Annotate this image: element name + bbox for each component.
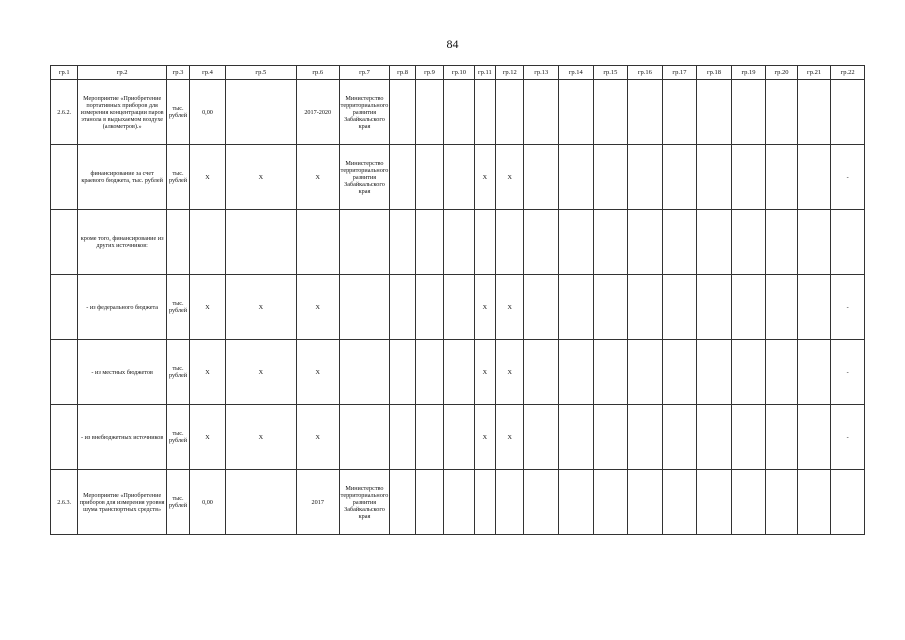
header-cell: гр.19 <box>731 66 766 80</box>
table-row <box>51 210 865 275</box>
table-cell <box>628 80 663 145</box>
table-cell <box>697 80 732 145</box>
table-cell <box>496 80 524 145</box>
table-cell <box>766 405 798 470</box>
header-cell: гр.14 <box>559 66 594 80</box>
table-cell <box>296 210 339 275</box>
header-cell: гр.8 <box>390 66 415 80</box>
header-cell: гр.9 <box>415 66 443 80</box>
table-cell <box>662 210 697 275</box>
table-cell <box>339 210 390 275</box>
header-cell: гр.10 <box>444 66 474 80</box>
table-cell <box>415 405 443 470</box>
table-cell <box>225 80 296 145</box>
table-cell <box>524 275 559 340</box>
table-cell <box>766 145 798 210</box>
table-cell <box>390 210 415 275</box>
header-row <box>51 66 865 80</box>
table-cell <box>662 80 697 145</box>
table-cell <box>662 340 697 405</box>
table-cell: тыс. рублей <box>166 470 189 535</box>
table-row <box>51 470 865 535</box>
header-cell: гр.20 <box>766 66 798 80</box>
table-cell <box>662 470 697 535</box>
table-cell <box>697 145 732 210</box>
table-row <box>51 340 865 405</box>
table-cell: - из местных бюджетов <box>78 340 166 405</box>
table-cell: X <box>225 145 296 210</box>
table-cell <box>415 145 443 210</box>
header-cell: гр.11 <box>474 66 495 80</box>
table-cell <box>628 275 663 340</box>
table-cell <box>339 340 390 405</box>
table-cell <box>390 470 415 535</box>
table-cell <box>628 470 663 535</box>
table-cell <box>524 210 559 275</box>
table-cell: Министерство территориального развития Забайкальского края <box>339 145 390 210</box>
table-cell <box>524 340 559 405</box>
table-cell <box>697 340 732 405</box>
table-cell <box>766 340 798 405</box>
table-cell <box>444 80 474 145</box>
header-cell: гр.13 <box>524 66 559 80</box>
table-cell <box>628 145 663 210</box>
table-cell: тыс. рублей <box>166 80 189 145</box>
table-cell: - из внебюджетных источников <box>78 405 166 470</box>
table-cell: финансирование за счет краевого бюджета, тыс. рублей <box>78 145 166 210</box>
table-cell <box>766 470 798 535</box>
table-cell <box>415 80 443 145</box>
table-cell <box>797 405 831 470</box>
table-cell <box>628 340 663 405</box>
table-cell: X <box>190 145 226 210</box>
table-cell <box>415 275 443 340</box>
table-cell <box>444 210 474 275</box>
table-cell: X <box>225 405 296 470</box>
table-cell: X <box>496 340 524 405</box>
table-cell <box>559 145 594 210</box>
table-cell <box>559 80 594 145</box>
table-cell: X <box>225 275 296 340</box>
table-cell: - <box>831 275 865 340</box>
header-cell: гр.7 <box>339 66 390 80</box>
table-cell <box>797 210 831 275</box>
table-row <box>51 275 865 340</box>
table-cell <box>697 210 732 275</box>
table-cell <box>474 470 495 535</box>
table-cell: X <box>474 145 495 210</box>
table-cell <box>444 470 474 535</box>
table-cell <box>51 340 78 405</box>
table-cell: тыс. рублей <box>166 145 189 210</box>
table-cell: X <box>474 275 495 340</box>
header-cell: гр.18 <box>697 66 732 80</box>
table-row <box>51 145 865 210</box>
table-cell: X <box>296 145 339 210</box>
table-cell <box>415 210 443 275</box>
table-cell <box>697 405 732 470</box>
table-cell <box>593 470 628 535</box>
table-cell <box>496 210 524 275</box>
table-cell: X <box>190 405 226 470</box>
table-row <box>51 405 865 470</box>
table-cell: X <box>190 275 226 340</box>
table-cell <box>444 405 474 470</box>
table-cell: X <box>296 340 339 405</box>
table-cell <box>731 80 766 145</box>
table-cell <box>190 210 226 275</box>
table-cell <box>559 405 594 470</box>
table-cell <box>496 470 524 535</box>
table-cell: 2.6.3. <box>51 470 78 535</box>
table-cell <box>166 210 189 275</box>
table-cell <box>797 470 831 535</box>
table-cell: Мероприятие «Приобретение портативных приборов для измерения концентрации паров этанола в выдыхаемом воздухе (алкометров).» <box>78 80 166 145</box>
table-cell: - <box>831 145 865 210</box>
table-cell: - <box>831 340 865 405</box>
table-cell <box>415 340 443 405</box>
table-cell <box>628 405 663 470</box>
table-cell <box>390 80 415 145</box>
table-cell <box>766 210 798 275</box>
table-cell: кроме того, финансирование из других источников: <box>78 210 166 275</box>
table-cell: X <box>225 340 296 405</box>
table-cell <box>51 145 78 210</box>
table-cell <box>731 275 766 340</box>
table-cell <box>390 340 415 405</box>
header-cell: гр.22 <box>831 66 865 80</box>
table-cell: - <box>831 405 865 470</box>
table-cell <box>731 210 766 275</box>
table-cell <box>559 275 594 340</box>
table-cell: 0,00 <box>190 470 226 535</box>
table-cell <box>390 405 415 470</box>
table-cell <box>593 405 628 470</box>
table-cell <box>444 275 474 340</box>
header-cell: гр.2 <box>78 66 166 80</box>
table-cell <box>797 80 831 145</box>
table-cell <box>593 340 628 405</box>
table-cell <box>662 145 697 210</box>
table-cell <box>390 275 415 340</box>
table-cell <box>225 210 296 275</box>
table-cell <box>731 145 766 210</box>
table-cell <box>444 340 474 405</box>
header-cell: гр.5 <box>225 66 296 80</box>
table-cell <box>766 275 798 340</box>
header-cell: гр.15 <box>593 66 628 80</box>
table-cell: X <box>474 340 495 405</box>
table-cell <box>593 210 628 275</box>
table-cell: Мероприятие «Приобретение приборов для измерения уровня шума транспортных средств» <box>78 470 166 535</box>
table-cell: 2.6.2. <box>51 80 78 145</box>
table-cell: 2017 <box>296 470 339 535</box>
table-cell: X <box>496 405 524 470</box>
table-cell <box>51 275 78 340</box>
table-cell: тыс. рублей <box>166 340 189 405</box>
table-cell: X <box>296 405 339 470</box>
table-row <box>51 80 865 145</box>
page-number: 84 <box>446 37 459 51</box>
table-cell <box>415 470 443 535</box>
table-cell <box>662 405 697 470</box>
table-cell <box>444 145 474 210</box>
header-cell: гр.16 <box>628 66 663 80</box>
table-cell <box>662 275 697 340</box>
financing-table <box>50 65 865 535</box>
table-cell: 0,00 <box>190 80 226 145</box>
table-cell <box>559 340 594 405</box>
table-cell: X <box>474 405 495 470</box>
table-cell <box>831 210 865 275</box>
table-cell: X <box>190 340 226 405</box>
table-cell: 2017-2020 <box>296 80 339 145</box>
table-cell <box>797 275 831 340</box>
table-cell <box>593 145 628 210</box>
table-cell <box>524 405 559 470</box>
table-cell: Министерство территориального развития Забайкальского края <box>339 80 390 145</box>
table-cell <box>628 210 663 275</box>
header-cell: гр.12 <box>496 66 524 80</box>
header-cell: гр.4 <box>190 66 226 80</box>
table-cell: - из федерального бюджета <box>78 275 166 340</box>
table-cell <box>731 470 766 535</box>
table-cell: тыс. рублей <box>166 405 189 470</box>
table-cell <box>559 470 594 535</box>
table-cell <box>831 80 865 145</box>
table-cell: Министерство территориального развития Забайкальского края <box>339 470 390 535</box>
header-cell: гр.21 <box>797 66 831 80</box>
table-cell <box>524 145 559 210</box>
table-cell <box>593 275 628 340</box>
table-cell <box>524 470 559 535</box>
table-cell <box>524 80 559 145</box>
header-cell: гр.3 <box>166 66 189 80</box>
table-cell: X <box>496 275 524 340</box>
table-cell <box>474 210 495 275</box>
table-cell <box>797 145 831 210</box>
table-cell <box>339 275 390 340</box>
table-cell: тыс. рублей <box>166 275 189 340</box>
table-cell <box>831 470 865 535</box>
table-cell <box>593 80 628 145</box>
table-cell <box>697 470 732 535</box>
table-cell: X <box>296 275 339 340</box>
table-cell <box>390 145 415 210</box>
table-cell <box>339 405 390 470</box>
table-cell <box>559 210 594 275</box>
header-cell: гр.6 <box>296 66 339 80</box>
table-cell: X <box>496 145 524 210</box>
table-cell <box>766 80 798 145</box>
table-cell <box>51 405 78 470</box>
table-cell <box>474 80 495 145</box>
table-cell <box>697 275 732 340</box>
table-cell <box>51 210 78 275</box>
header-cell: гр.1 <box>51 66 78 80</box>
table-cell <box>797 340 831 405</box>
table-cell <box>731 340 766 405</box>
header-cell: гр.17 <box>662 66 697 80</box>
table-cell <box>225 470 296 535</box>
table-cell <box>731 405 766 470</box>
